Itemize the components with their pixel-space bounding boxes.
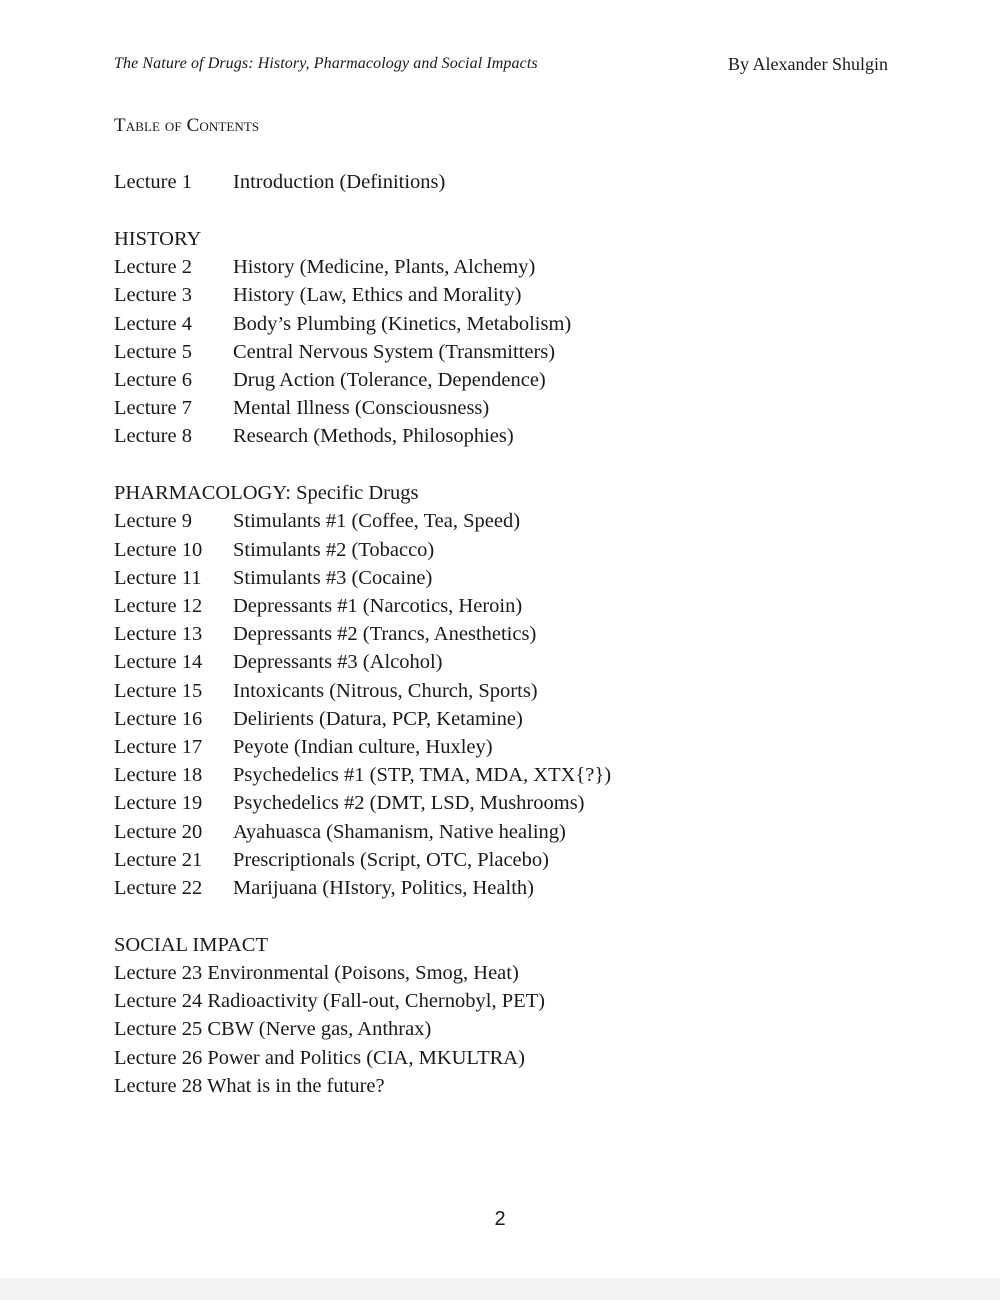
lecture-number: Lecture 20 bbox=[114, 820, 203, 843]
toc-entry bbox=[114, 281, 914, 309]
lecture-number: Lecture 19 bbox=[114, 792, 203, 815]
lecture-number: Lecture 24 bbox=[114, 990, 203, 1013]
lecture-title: Depressants #2 (Trancs, Anesthetics) bbox=[233, 623, 537, 646]
lecture-number: Lecture 1 bbox=[114, 171, 192, 193]
lecture-title: History (Law, Ethics and Morality) bbox=[233, 284, 522, 307]
toc-entry bbox=[114, 253, 914, 281]
toc-entry bbox=[114, 564, 914, 592]
lecture-title: CBW (Nerve gas, Anthrax) bbox=[207, 1018, 432, 1041]
section-pharmacology bbox=[114, 479, 914, 902]
lecture-number: Lecture 12 bbox=[114, 595, 203, 618]
toc-entry bbox=[114, 592, 914, 620]
lecture-number: Lecture 26 bbox=[114, 1046, 203, 1069]
toc-entry bbox=[114, 1044, 914, 1072]
toc-entry bbox=[114, 536, 914, 564]
toc-entry bbox=[114, 507, 914, 535]
lecture-title: Depressants #3 (Alcohol) bbox=[233, 651, 443, 674]
lecture-number: Lecture 23 bbox=[114, 962, 203, 985]
toc-heading: Table of Contents bbox=[114, 115, 260, 136]
lecture-title: Power and Politics (CIA, MKULTRA) bbox=[207, 1046, 525, 1069]
section-heading-pharmacology: PHARMACOLOGY: Specific Drugs bbox=[114, 482, 419, 505]
lecture-title: What is in the future? bbox=[206, 1074, 385, 1097]
running-header-author: By Alexander Shulgin bbox=[728, 54, 888, 74]
toc-entry bbox=[114, 705, 914, 733]
lecture-number: Lecture 14 bbox=[114, 651, 203, 674]
lecture-title: Drug Action (Tolerance, Dependence) bbox=[233, 368, 546, 391]
lecture-number: Lecture 9 bbox=[114, 510, 192, 533]
toc-entry bbox=[114, 620, 914, 648]
lecture-title: History (Medicine, Plants, Alchemy) bbox=[233, 256, 536, 279]
lecture-number: Lecture 11 bbox=[114, 566, 202, 589]
lecture-title: Body’s Plumbing (Kinetics, Metabolism) bbox=[233, 312, 572, 335]
lecture-title: Peyote (Indian culture, Huxley) bbox=[233, 735, 493, 758]
toc-entry bbox=[114, 733, 914, 761]
pharmacology-list bbox=[114, 507, 914, 902]
lecture-title: Stimulants #3 (Cocaine) bbox=[233, 566, 433, 589]
toc-entry bbox=[114, 959, 914, 987]
lecture-title: Intoxicants (Nitrous, Church, Sports) bbox=[233, 679, 538, 702]
lecture-title: Mental Illness (Consciousness) bbox=[233, 397, 490, 420]
lecture-number: Lecture 15 bbox=[114, 679, 203, 702]
lecture-number: Lecture 16 bbox=[114, 707, 203, 730]
toc-entry bbox=[114, 310, 914, 338]
lecture-title: Marijuana (HIstory, Politics, Health) bbox=[233, 876, 534, 899]
toc-entry bbox=[114, 338, 914, 366]
page-bottom-edge bbox=[0, 1278, 1000, 1300]
lecture-title: Delirients (Datura, PCP, Ketamine) bbox=[233, 707, 523, 730]
lecture-title: Environmental (Poisons, Smog, Heat) bbox=[207, 962, 519, 985]
lecture-title: Psychedelics #1 (STP, TMA, MDA, XTX{?}) bbox=[233, 764, 612, 787]
toc-entry bbox=[114, 394, 914, 422]
lecture-title: Prescriptionals (Script, OTC, Placebo) bbox=[233, 848, 549, 871]
toc-entry bbox=[114, 422, 914, 450]
lecture-number: Lecture 28 bbox=[114, 1074, 203, 1097]
toc-entry bbox=[114, 987, 914, 1015]
section-heading-history: HISTORY bbox=[114, 227, 202, 250]
lecture-number: Lecture 18 bbox=[114, 764, 203, 787]
toc-entry-intro bbox=[114, 168, 914, 196]
toc-entry bbox=[114, 846, 914, 874]
lecture-title: Central Nervous System (Transmitters) bbox=[233, 340, 556, 363]
toc-entry bbox=[114, 761, 914, 789]
lecture-title: Research (Methods, Philosophies) bbox=[233, 425, 514, 448]
toc-entry bbox=[114, 648, 914, 676]
lecture-number: Lecture 5 bbox=[114, 340, 192, 363]
lecture-number: Lecture 8 bbox=[114, 425, 192, 448]
toc-entry bbox=[114, 874, 914, 902]
lecture-title: Radioactivity (Fall-out, Chernobyl, PET) bbox=[207, 990, 545, 1013]
toc-entry bbox=[114, 789, 914, 817]
toc-entry bbox=[114, 1072, 914, 1100]
toc-entry bbox=[114, 1015, 914, 1043]
social-impact-list bbox=[114, 959, 914, 1100]
history-list bbox=[114, 253, 914, 450]
lecture-number: Lecture 21 bbox=[114, 848, 203, 871]
lecture-title: Introduction (Definitions) bbox=[233, 171, 446, 193]
lecture-number: Lecture 25 bbox=[114, 1018, 203, 1041]
running-header-title: The Nature of Drugs: History, Pharmacology and Social Impacts bbox=[114, 55, 538, 72]
section-history bbox=[114, 225, 914, 451]
lecture-number: Lecture 6 bbox=[114, 368, 192, 391]
lecture-title: Depressants #1 (Narcotics, Heroin) bbox=[233, 595, 523, 618]
toc-entry bbox=[114, 677, 914, 705]
lecture-title: Ayahuasca (Shamanism, Native healing) bbox=[233, 820, 566, 843]
lecture-number: Lecture 3 bbox=[114, 284, 192, 307]
lecture-number: Lecture 4 bbox=[114, 312, 192, 335]
lecture-number: Lecture 22 bbox=[114, 876, 203, 899]
lecture-title: Stimulants #2 (Tobacco) bbox=[233, 538, 435, 561]
toc-entry bbox=[114, 366, 914, 394]
lecture-title: Psychedelics #2 (DMT, LSD, Mushrooms) bbox=[233, 792, 585, 815]
section-social-impact bbox=[114, 931, 914, 1100]
lecture-number: Lecture 10 bbox=[114, 538, 203, 561]
lecture-number: Lecture 13 bbox=[114, 623, 203, 646]
page-number: 2 bbox=[494, 1208, 506, 1230]
lecture-number: Lecture 2 bbox=[114, 256, 192, 279]
lecture-number: Lecture 7 bbox=[114, 397, 192, 420]
section-heading-social-impact: SOCIAL IMPACT bbox=[114, 933, 268, 956]
lecture-number: Lecture 17 bbox=[114, 735, 203, 758]
lecture-title: Stimulants #1 (Coffee, Tea, Speed) bbox=[233, 510, 521, 533]
toc-entry bbox=[114, 818, 914, 846]
table-of-contents bbox=[114, 168, 914, 1100]
